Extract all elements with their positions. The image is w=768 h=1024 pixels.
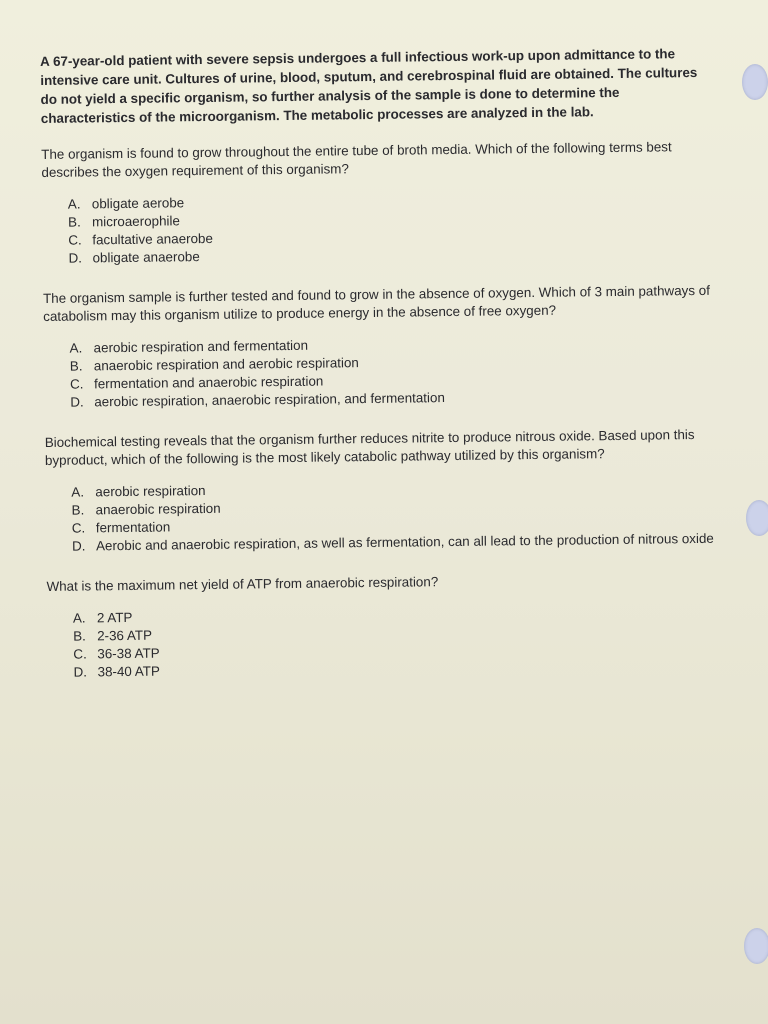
option-letter: D. — [70, 394, 84, 410]
question-2 — [43, 282, 714, 412]
answer-options — [73, 602, 718, 682]
option-letter: B. — [69, 358, 83, 374]
answer-options — [71, 476, 716, 556]
binder-hole-bottom — [744, 928, 768, 964]
option-text: 38-40 ATP — [97, 663, 160, 680]
question-prompt: Biochemical testing reveals that the organism further reduces nitrite to produce nitrous oxide. Based upon this byproduct, which of the following is the most likely catabolic pathway utilized by this organism? — [44, 427, 695, 468]
option-text: 2-36 ATP — [97, 627, 153, 644]
case-intro: A 67-year-old patient with severe sepsis undergoes a full infectious work-up upon admittance to the intensive care unit. Cultures of urine, blood, sputum, and cerebrospinal fluid are obtained. The cultures do not yield a specific organism, so further analysis of the sample is done to determine the characteristics of the microorganism. The metabolic processes are analyzed in the lab. — [40, 46, 698, 126]
option-letter: C. — [69, 376, 84, 392]
option-text: obligate aerobe — [91, 195, 185, 212]
worksheet-content — [40, 44, 718, 704]
option-letter: D. — [73, 664, 88, 680]
option-text: facultative anaerobe — [92, 230, 213, 248]
option-text: 2 ATP — [96, 609, 133, 626]
option-text: fermentation and anaerobic respiration — [93, 373, 324, 392]
question-prompt: What is the maximum net yield of ATP from anaerobic respiration? — [46, 574, 439, 594]
question-prompt: The organism sample is further tested and found to grow in the absence of oxygen. Which of 3 main pathways of catabolism may this organism utilize to produce energy in the absence of free oxygen? — [42, 282, 710, 324]
answer-options — [70, 332, 715, 412]
option-text: anaerobic respiration — [95, 500, 221, 518]
answer-options — [68, 188, 713, 268]
option-letter: A. — [67, 196, 81, 212]
option-text: aerobic respiration — [95, 483, 206, 500]
question-1 — [41, 138, 712, 268]
option-letter: C. — [71, 520, 86, 536]
question-4 — [46, 570, 717, 682]
option-text: aerobic respiration, anaerobic respiration, and fermentation — [94, 390, 445, 410]
option-letter: A. — [69, 340, 83, 356]
option-text: aerobic respiration and fermentation — [93, 337, 309, 356]
option-text: obligate anaerobe — [92, 249, 200, 266]
binder-hole-middle — [746, 500, 768, 536]
option-letter: B. — [67, 214, 81, 230]
option-letter: B. — [73, 628, 86, 644]
question-prompt: The organism is found to grow throughout the entire tube of broth media. Which of the following terms best describes the oxygen requirement of this organism? — [41, 139, 672, 180]
option-letter: D. — [68, 250, 83, 266]
question-3 — [45, 426, 716, 556]
option-letter: C. — [73, 646, 87, 662]
binder-hole-top — [742, 64, 768, 100]
option-letter: A. — [72, 610, 86, 626]
option-letter: A. — [71, 484, 85, 500]
option-text: 36-38 ATP — [97, 645, 160, 662]
option-text: microaerophile — [91, 213, 180, 230]
option-letter: B. — [71, 502, 85, 518]
option-text: fermentation — [95, 519, 171, 536]
option-text: anaerobic respiration and aerobic respiration — [93, 355, 359, 374]
option-text: Aerobic and anaerobic respiration, as well as fermentation, can all lead to the production of nitrous oxide — [95, 530, 714, 554]
bleed-through-text — [250, 14, 257, 45]
option-letter: C. — [68, 232, 82, 248]
option-letter: D. — [71, 538, 86, 554]
